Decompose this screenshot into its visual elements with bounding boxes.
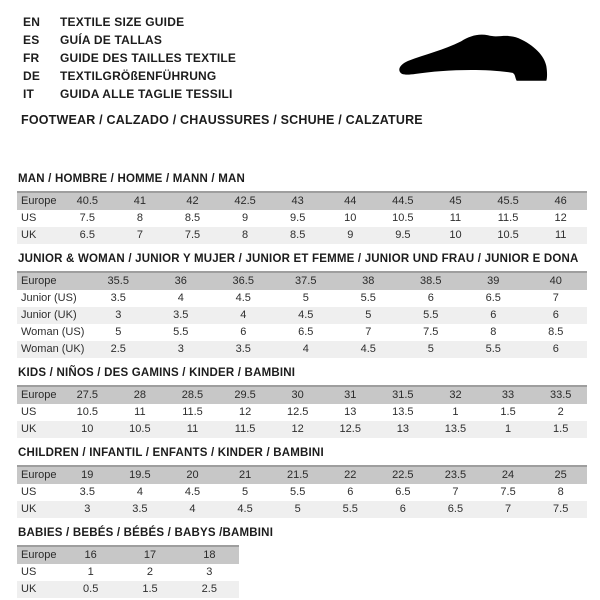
- section-title: MAN / HOMBRE / HOMME / MANN / MAN: [18, 173, 246, 185]
- size-value-cell: 8.5: [271, 227, 324, 244]
- section-title: JUNIOR & WOMAN / JUNIOR Y MUJER / JUNIOR ET FEMME / JUNIOR UND FRAU / JUNIOR E DONA: [18, 253, 579, 265]
- size-value-cell: 12: [271, 421, 324, 438]
- size-value-cell: 2: [557, 406, 564, 418]
- size-value-cell: 4: [136, 486, 143, 498]
- language-guide-title: GUÍA DE TALLAS: [60, 33, 163, 47]
- size-value-cell: 7.5: [500, 486, 516, 498]
- size-value-cell: 19: [61, 466, 114, 484]
- size-value-cell: 9.5: [290, 212, 306, 224]
- size-value-cell: 38.5: [400, 272, 463, 290]
- size-value-cell: 2.5: [87, 341, 150, 358]
- row-label: UK: [17, 421, 61, 438]
- size-value-cell: 18: [180, 546, 239, 564]
- row-label: UK: [17, 227, 61, 244]
- language-code: DE: [23, 69, 41, 83]
- size-value-cell: 11.5: [497, 212, 519, 224]
- size-value-cell: 6: [427, 292, 434, 304]
- size-value-cell: 6: [525, 307, 588, 324]
- size-value-cell: 12: [554, 212, 567, 224]
- language-code: FR: [23, 51, 40, 65]
- size-value-cell: 39: [462, 272, 525, 290]
- size-value-cell: 12.5: [324, 421, 377, 438]
- size-value-cell: 31.5: [377, 386, 430, 404]
- size-value-cell: 3.5: [150, 307, 213, 324]
- size-value-cell: 35.5: [87, 272, 150, 290]
- size-row: [17, 210, 587, 227]
- size-system-header-row: [17, 546, 239, 564]
- size-value-cell: 36.5: [212, 272, 275, 290]
- row-label: Woman (US): [21, 326, 85, 338]
- size-value-cell: 3: [150, 341, 213, 358]
- size-value-cell: 22.5: [377, 466, 430, 484]
- language-guide-title: TEXTILGRÖßENFÜHRUNG: [60, 69, 217, 83]
- language-row-en: [23, 13, 600, 31]
- section-title: KIDS / NIÑOS / DES GAMINS / KINDER / BAMBINI: [18, 367, 296, 379]
- size-value-cell: 33.5: [534, 386, 587, 404]
- size-value-cell: 6.5: [485, 292, 501, 304]
- size-row: [17, 484, 587, 501]
- size-value-cell: 12: [238, 406, 252, 418]
- size-value-cell: 8.5: [548, 326, 564, 338]
- language-code: IT: [23, 87, 35, 101]
- size-value-cell: 40.5: [61, 192, 114, 210]
- size-value-cell: 21.5: [271, 466, 324, 484]
- size-row: [17, 501, 587, 518]
- shoe-icon: [396, 30, 574, 94]
- size-row: [17, 227, 587, 244]
- size-value-cell: 11.5: [182, 406, 203, 418]
- size-value-cell: 11: [534, 227, 587, 244]
- size-value-cell: 5: [242, 486, 249, 498]
- size-value-cell: 21: [219, 466, 272, 484]
- size-value-cell: 7.5: [423, 326, 439, 338]
- size-value-cell: 4.5: [275, 307, 338, 324]
- size-value-cell: 3.5: [114, 501, 167, 518]
- size-value-cell: 2: [146, 566, 154, 578]
- size-value-cell: 43: [271, 192, 324, 210]
- size-value-cell: 8.5: [184, 212, 201, 224]
- size-value-cell: 32: [429, 386, 482, 404]
- size-value-cell: 4.5: [184, 486, 201, 498]
- size-value-cell: 3.5: [110, 292, 126, 304]
- size-value-cell: 7: [114, 227, 167, 244]
- section-junior-woman: [17, 253, 600, 358]
- size-value-cell: 29.5: [219, 386, 272, 404]
- size-row: [17, 290, 587, 307]
- size-value-cell: 4: [275, 341, 338, 358]
- size-value-cell: 6: [240, 326, 247, 338]
- size-value-cell: 11: [166, 421, 219, 438]
- size-value-cell: 9: [242, 212, 249, 224]
- size-value-cell: 7: [482, 501, 535, 518]
- size-value-cell: 7: [365, 326, 372, 338]
- size-value-cell: 24: [482, 466, 535, 484]
- size-value-cell: 7.5: [534, 501, 587, 518]
- size-value-cell: 42: [166, 192, 219, 210]
- size-value-cell: 1: [482, 421, 535, 438]
- size-value-cell: 3: [87, 307, 150, 324]
- size-system-header-row: [17, 466, 587, 484]
- size-value-cell: 6.5: [298, 326, 314, 338]
- section-title: CHILDREN / INFANTIL / ENFANTS / KINDER / BAMBINI: [18, 447, 324, 459]
- row-label: Europe: [17, 272, 87, 290]
- size-value-cell: 10.5: [482, 227, 535, 244]
- size-row: [17, 581, 239, 598]
- size-value-cell: 36: [150, 272, 213, 290]
- size-value-cell: 5.5: [462, 341, 525, 358]
- size-value-cell: 4: [212, 307, 275, 324]
- size-value-cell: 10: [61, 421, 114, 438]
- row-label: US: [21, 212, 37, 224]
- size-value-cell: 8: [557, 486, 564, 498]
- size-row: [17, 307, 587, 324]
- size-value-cell: 5.5: [324, 501, 377, 518]
- section-kids: [17, 367, 600, 438]
- size-value-cell: 5.5: [360, 292, 376, 304]
- size-value-cell: 5: [337, 307, 400, 324]
- size-value-cell: 8: [136, 212, 143, 224]
- size-value-cell: 10: [429, 227, 482, 244]
- size-value-cell: 6.5: [61, 227, 114, 244]
- size-value-cell: 30: [271, 386, 324, 404]
- row-label: US: [21, 486, 37, 498]
- size-value-cell: 6.5: [429, 501, 482, 518]
- size-value-cell: 5: [400, 341, 463, 358]
- size-value-cell: 13: [344, 406, 357, 418]
- row-label: Europe: [17, 192, 61, 210]
- size-tables: [17, 173, 600, 598]
- size-value-cell: 13.5: [392, 406, 414, 418]
- size-value-cell: 46: [534, 192, 587, 210]
- size-value-cell: 25: [534, 466, 587, 484]
- size-value-cell: 7: [452, 486, 459, 498]
- size-value-cell: 44: [324, 192, 377, 210]
- category-heading: FOOTWEAR / CALZADO / CHAUSSURES / SCHUHE / CALZATURE: [21, 113, 423, 127]
- size-value-cell: 40: [525, 272, 588, 290]
- size-value-cell: 10.5: [392, 212, 414, 224]
- row-label: Europe: [17, 546, 61, 564]
- row-label: UK: [17, 581, 61, 598]
- size-value-cell: 3.5: [212, 341, 275, 358]
- size-value-cell: 22: [324, 466, 377, 484]
- size-value-cell: 13: [377, 421, 430, 438]
- size-value-cell: 5.5: [290, 486, 306, 498]
- size-table-kids: [17, 385, 587, 438]
- size-system-header-row: [17, 272, 587, 290]
- size-value-cell: 9: [324, 227, 377, 244]
- size-value-cell: 12.5: [286, 406, 309, 418]
- size-value-cell: 5.5: [400, 307, 463, 324]
- size-value-cell: 4.5: [235, 292, 251, 304]
- size-system-header-row: [17, 192, 587, 210]
- section-babies: [17, 527, 600, 598]
- size-value-cell: 4: [166, 501, 219, 518]
- size-value-cell: 8: [219, 227, 272, 244]
- language-guide-title: GUIDA ALLE TAGLIE TESSILI: [60, 87, 233, 101]
- language-code: ES: [23, 33, 40, 47]
- size-value-cell: 6.5: [395, 486, 411, 498]
- row-label: US: [21, 566, 37, 578]
- size-value-cell: 0.5: [61, 581, 120, 598]
- size-value-cell: 4.5: [337, 341, 400, 358]
- row-label: Woman (UK): [17, 341, 87, 358]
- size-value-cell: 37.5: [275, 272, 338, 290]
- row-label: Europe: [17, 466, 61, 484]
- size-row: [17, 564, 239, 581]
- size-value-cell: 28.5: [166, 386, 219, 404]
- row-label: US: [21, 406, 37, 418]
- row-label: Junior (UK): [17, 307, 87, 324]
- size-value-cell: 10.5: [114, 421, 167, 438]
- size-value-cell: 11: [134, 406, 146, 418]
- size-value-cell: 45.5: [482, 192, 535, 210]
- size-row: [17, 324, 587, 341]
- size-value-cell: 7.5: [166, 227, 219, 244]
- size-value-cell: 6: [347, 486, 354, 498]
- section-title: BABIES / BEBÉS / BÉBÉS / BABYS /BAMBINI: [18, 527, 274, 539]
- size-value-cell: 2.5: [180, 581, 239, 598]
- size-table-babies: [17, 545, 239, 598]
- section-man: [17, 173, 600, 244]
- size-value-cell: 31: [324, 386, 377, 404]
- size-row: [17, 421, 587, 438]
- size-value-cell: 16: [61, 546, 120, 564]
- size-value-cell: 11.5: [219, 421, 272, 438]
- size-value-cell: 1.5: [500, 406, 516, 418]
- size-value-cell: 8: [490, 326, 497, 338]
- size-value-cell: 41: [114, 192, 167, 210]
- size-value-cell: 17: [120, 546, 179, 564]
- size-value-cell: 42.5: [219, 192, 272, 210]
- size-value-cell: 6: [462, 307, 525, 324]
- size-value-cell: 13.5: [429, 421, 482, 438]
- size-value-cell: 5: [271, 501, 324, 518]
- size-table-children: [17, 465, 587, 518]
- size-value-cell: 33: [482, 386, 535, 404]
- size-system-header-row: [17, 386, 587, 404]
- language-guide-title: GUIDE DES TAILLES TEXTILE: [60, 51, 237, 65]
- size-value-cell: 6: [377, 501, 430, 518]
- size-value-cell: 9.5: [377, 227, 430, 244]
- size-value-cell: 1: [452, 406, 459, 418]
- size-value-cell: 44.5: [377, 192, 430, 210]
- size-value-cell: 38: [337, 272, 400, 290]
- row-label: UK: [17, 501, 61, 518]
- size-value-cell: 1.5: [120, 581, 179, 598]
- size-value-cell: 10.5: [76, 406, 98, 418]
- size-value-cell: 27.5: [61, 386, 114, 404]
- size-value-cell: 3.5: [79, 486, 95, 498]
- size-value-cell: 1: [87, 566, 94, 578]
- size-value-cell: 19.5: [114, 466, 167, 484]
- section-children: [17, 447, 600, 518]
- size-value-cell: 6: [525, 341, 588, 358]
- size-value-cell: 1.5: [534, 421, 587, 438]
- size-value-cell: 23.5: [429, 466, 482, 484]
- language-code: EN: [23, 15, 41, 29]
- row-label: Junior (US): [21, 292, 77, 304]
- language-guide-title: TEXTILE SIZE GUIDE: [60, 15, 185, 29]
- size-value-cell: 4.5: [219, 501, 272, 518]
- size-value-cell: 11: [449, 212, 462, 224]
- size-value-cell: 7: [552, 292, 559, 304]
- size-value-cell: 5: [115, 326, 122, 338]
- size-row: [17, 341, 587, 358]
- size-value-cell: 5: [302, 292, 309, 304]
- size-value-cell: 7.5: [79, 212, 95, 224]
- size-value-cell: 28: [114, 386, 167, 404]
- size-value-cell: 4: [177, 292, 184, 304]
- size-table-junior-woman: [17, 271, 587, 358]
- size-value-cell: 10: [344, 212, 357, 224]
- size-value-cell: 3: [61, 501, 114, 518]
- size-row: [17, 404, 587, 421]
- size-value-cell: 20: [166, 466, 219, 484]
- size-value-cell: 3: [206, 566, 213, 578]
- size-value-cell: 45: [429, 192, 482, 210]
- size-value-cell: 5.5: [173, 326, 189, 338]
- row-label: Europe: [17, 386, 61, 404]
- size-table-man: [17, 191, 587, 244]
